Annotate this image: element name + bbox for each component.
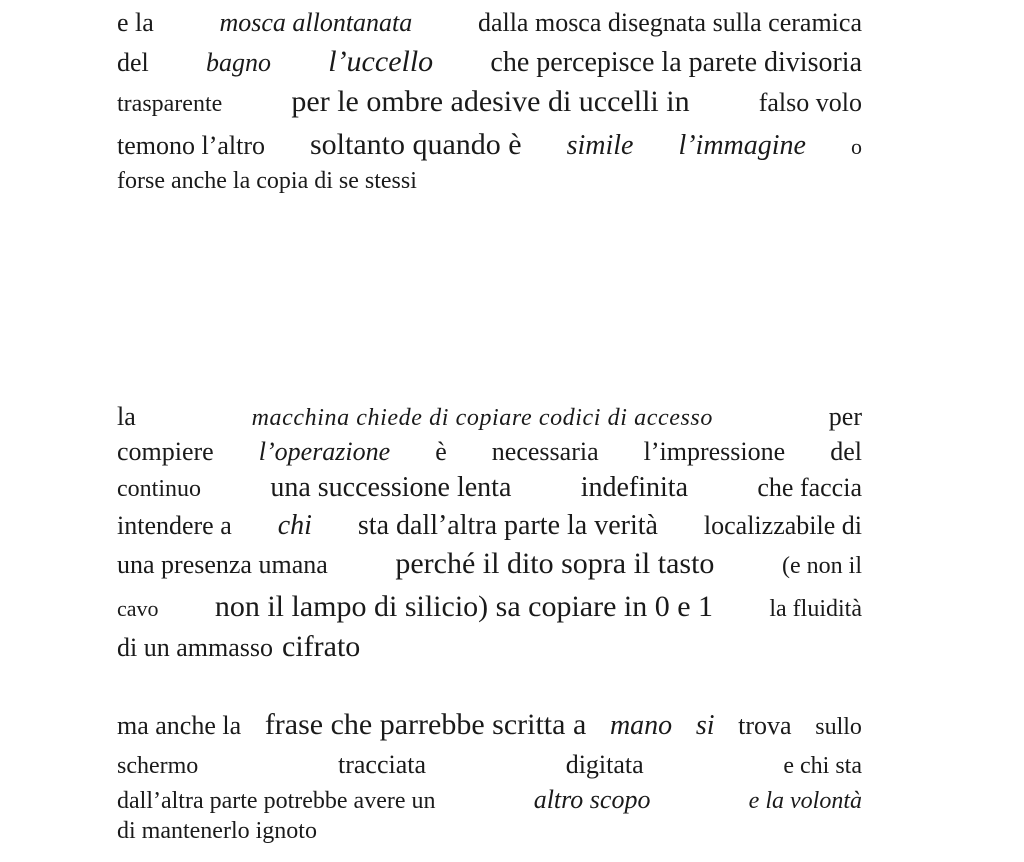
text-fragment: non il lampo di silicio) sa copiare in 0 e 1	[214, 590, 714, 623]
text-fragment: cavo	[117, 596, 159, 621]
text-fragment: dalla mosca disegnata sulla ceramica	[477, 8, 862, 37]
stanza-2-line-4	[117, 510, 862, 542]
text-fragment: compiere	[117, 437, 214, 466]
stanza-2-line-6	[117, 590, 862, 624]
text-fragment: (e non il	[782, 553, 862, 579]
text-fragment: macchina chiede di copiare codici di accesso	[251, 405, 713, 431]
text-fragment: la	[117, 402, 136, 431]
text-fragment: una successione lenta	[270, 472, 512, 503]
text-fragment: trasparente	[117, 91, 223, 117]
stanza-3-line-4	[117, 818, 862, 845]
text-fragment: chi	[277, 510, 312, 541]
text-fragment: bagno	[206, 48, 271, 77]
stanza-1-line-4	[117, 128, 862, 162]
text-fragment: indefinita	[580, 472, 689, 503]
text-fragment: di un ammasso	[117, 633, 273, 662]
stanza-1-line-3	[117, 85, 862, 119]
text-fragment: intendere a	[117, 511, 232, 540]
text-fragment: del	[117, 48, 149, 77]
text-fragment: per	[828, 402, 862, 431]
text-fragment: continuo	[117, 476, 201, 502]
text-fragment: frase che parrebbe scritta a	[264, 708, 587, 741]
text-fragment: per le ombre adesive di uccelli in	[291, 85, 690, 118]
stanza-1-line-5	[117, 168, 862, 195]
text-fragment: falso volo	[758, 88, 862, 117]
text-fragment: forse anche la copia di se stessi	[117, 168, 417, 194]
text-fragment: ma anche la	[117, 711, 242, 740]
text-fragment: l’impressione	[643, 437, 786, 466]
text-fragment: di mantenerlo ignoto	[117, 818, 317, 844]
text-fragment: perché il dito sopra il tasto	[395, 547, 715, 580]
stanza-3-line-3	[117, 785, 862, 815]
text-fragment: cifrato	[282, 630, 361, 663]
text-fragment: che faccia	[757, 473, 862, 502]
stanza-3-line-2	[117, 750, 862, 780]
text-fragment: dall’altra parte potrebbe avere un	[117, 788, 436, 814]
text-fragment: necessaria	[491, 437, 599, 466]
text-fragment: schermo	[117, 753, 199, 779]
stanza-1-line-2	[117, 45, 862, 79]
text-fragment: l’operazione	[258, 437, 391, 466]
stanza-2-line-5	[117, 547, 862, 581]
stanza-2-line-7	[117, 630, 862, 664]
stanza-2-line-3	[117, 472, 862, 504]
text-fragment: sta dall’altra parte la verità	[357, 510, 658, 541]
text-fragment: altro scopo	[533, 785, 651, 814]
text-fragment: o	[850, 134, 862, 159]
text-fragment: mosca allontanata	[219, 8, 413, 37]
text-fragment: e la	[117, 8, 154, 37]
stanza-2-line-2	[117, 437, 862, 467]
text-fragment: l’immagine	[678, 130, 806, 161]
text-fragment: soltanto quando è	[309, 128, 522, 161]
text-fragment: temono l’altro	[117, 131, 266, 160]
text-fragment: sullo	[815, 714, 862, 740]
text-fragment: la fluidità	[769, 596, 862, 622]
stanza-3-line-1	[117, 708, 862, 742]
text-fragment: e la volontà	[748, 788, 862, 814]
text-fragment: simile	[566, 130, 634, 161]
text-fragment: trova	[738, 711, 792, 740]
text-fragment: è	[435, 437, 447, 466]
text-fragment: tracciata	[337, 750, 427, 779]
stanza-2-line-1	[117, 402, 862, 432]
text-fragment: si	[695, 710, 715, 741]
text-fragment: una presenza umana	[117, 550, 328, 579]
text-fragment: del	[830, 437, 862, 466]
text-fragment: che percepisce la parete divisoria	[490, 47, 862, 78]
text-fragment: digitata	[565, 750, 644, 779]
stanza-1-line-1	[117, 8, 862, 38]
text-fragment: localizzabile di	[703, 511, 862, 540]
text-fragment: e chi sta	[783, 753, 862, 779]
text-fragment: mano	[609, 710, 673, 741]
text-fragment: l’uccello	[328, 45, 434, 78]
